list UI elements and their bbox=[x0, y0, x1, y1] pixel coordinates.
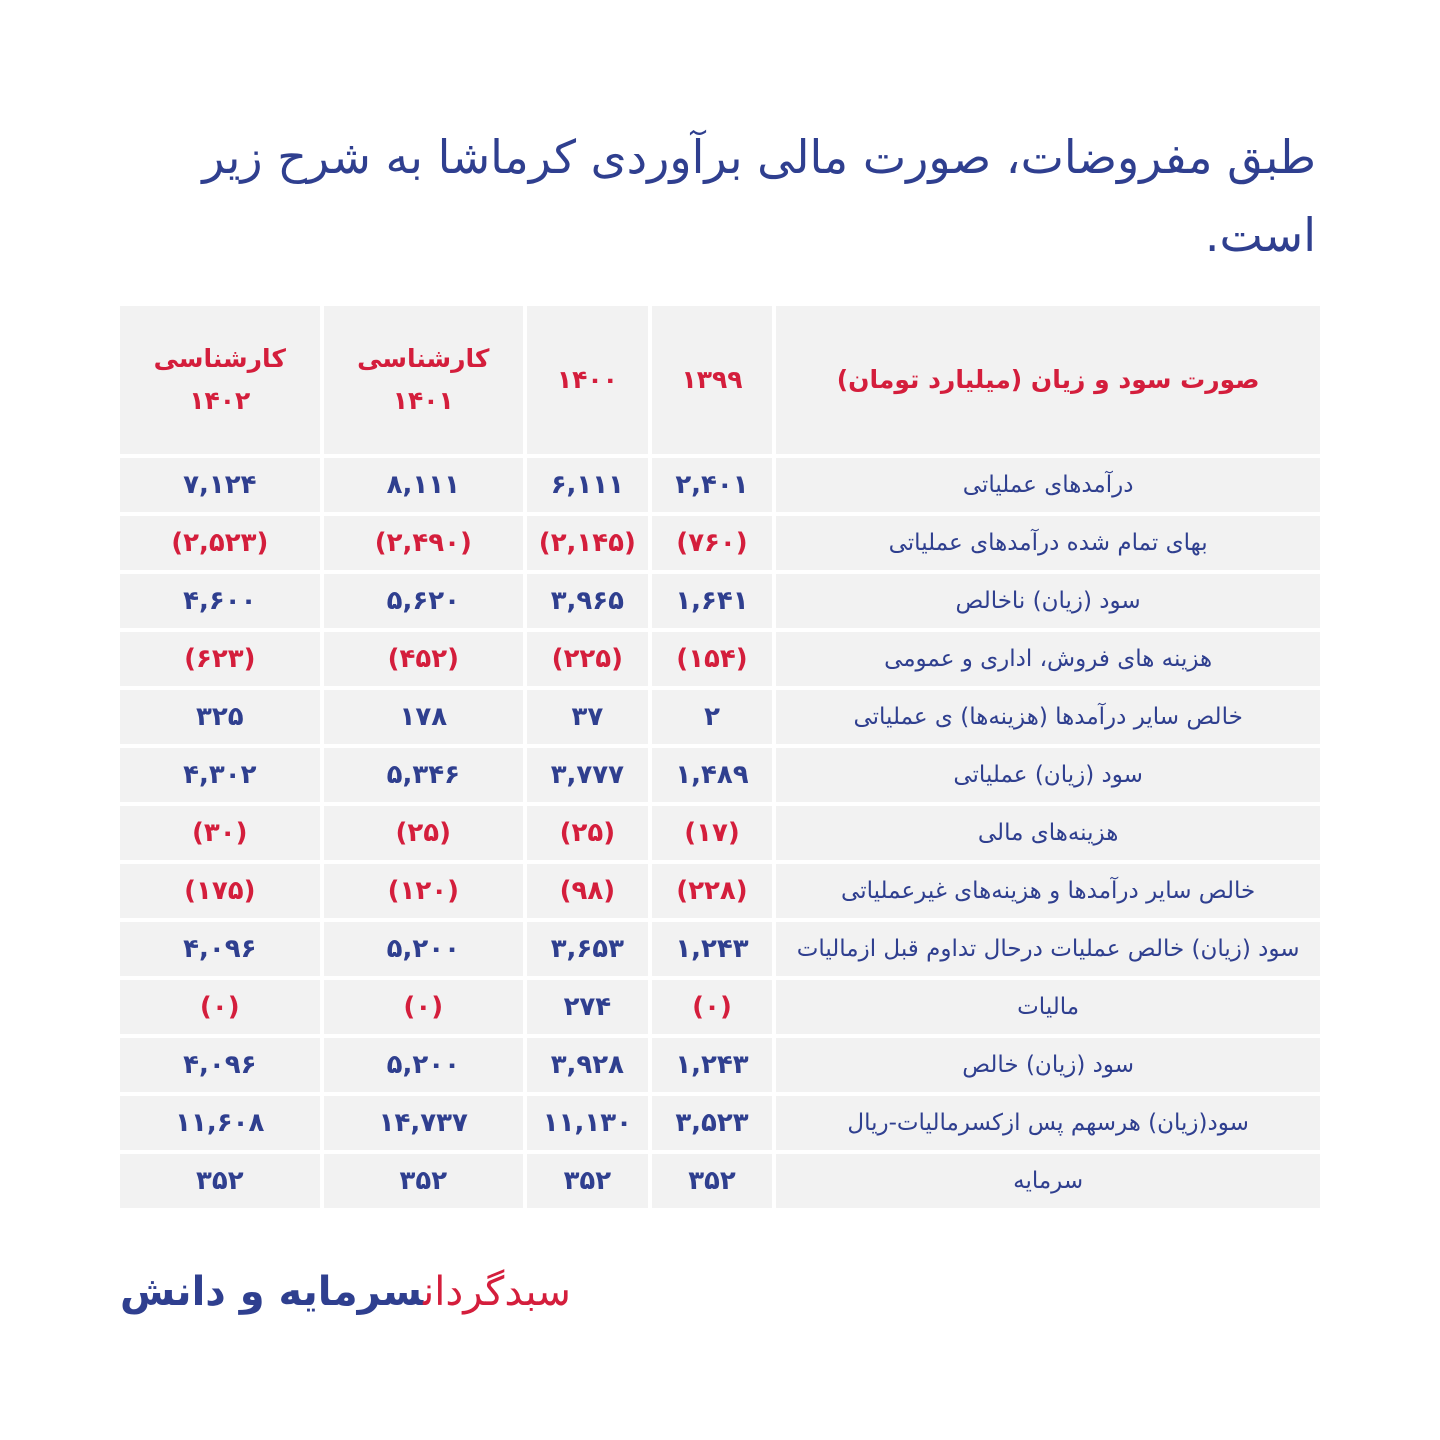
cell-1399: (۱۷) bbox=[652, 806, 773, 860]
cell-1402: ۴,۰۹۶ bbox=[120, 922, 320, 976]
table-row bbox=[120, 690, 1320, 744]
cell-1400: (۲۲۵) bbox=[527, 632, 648, 686]
cell-1400: (۲,۱۴۵) bbox=[527, 516, 648, 570]
cell-1401: (۴۵۲) bbox=[324, 632, 523, 686]
table-row bbox=[120, 806, 1320, 860]
cell-1402: ۳۵۲ bbox=[120, 1154, 320, 1208]
cell-1402: (۶۲۳) bbox=[120, 632, 320, 686]
row-label: بهای تمام شده درآمدهای عملیاتی bbox=[776, 516, 1320, 570]
header-1401-text: کارشناسی ۱۴۰۱ bbox=[357, 344, 490, 415]
cell-1402: ۴,۶۰۰ bbox=[120, 574, 320, 628]
cell-1399: ۳,۵۲۳ bbox=[652, 1096, 773, 1150]
table-row bbox=[120, 864, 1320, 918]
cell-1401: ۸,۱۱۱ bbox=[324, 458, 523, 512]
income-statement-table bbox=[120, 306, 1320, 1208]
table-row bbox=[120, 1038, 1320, 1092]
table-row bbox=[120, 1154, 1320, 1208]
table-row bbox=[120, 458, 1320, 512]
cell-1399: (۲۲۸) bbox=[652, 864, 773, 918]
cell-1402: (۳۰) bbox=[120, 806, 320, 860]
table-row bbox=[120, 980, 1320, 1034]
cell-1399: (۷۶۰) bbox=[652, 516, 773, 570]
cell-1400: ۳,۹۲۸ bbox=[527, 1038, 648, 1092]
row-label: سود (زیان) خالص bbox=[776, 1038, 1320, 1092]
cell-1401: ۵,۲۰۰ bbox=[324, 922, 523, 976]
cell-1399: ۱,۲۴۳ bbox=[652, 1038, 773, 1092]
cell-1399: (۱۵۴) bbox=[652, 632, 773, 686]
cell-1400: ۳,۷۷۷ bbox=[527, 748, 648, 802]
table-header-row bbox=[120, 306, 1320, 454]
cell-1401: (۲۵) bbox=[324, 806, 523, 860]
cell-1399: ۳۵۲ bbox=[652, 1154, 773, 1208]
cell-1401: ۱۴,۷۳۷ bbox=[324, 1096, 523, 1150]
header-1402 bbox=[120, 306, 320, 454]
cell-1402: ۴,۰۹۶ bbox=[120, 1038, 320, 1092]
header-1399: ۱۳۹۹ bbox=[652, 306, 773, 454]
cell-1401: ۱۷۸ bbox=[324, 690, 523, 744]
table-row bbox=[120, 1096, 1320, 1150]
cell-1400: ۲۷۴ bbox=[527, 980, 648, 1034]
brand-secondary: سبدگردان bbox=[423, 1269, 571, 1315]
cell-1401: (۰) bbox=[324, 980, 523, 1034]
header-1402-text: کارشناسی ۱۴۰۲ bbox=[153, 344, 286, 415]
table-row bbox=[120, 632, 1320, 686]
row-label: درآمدهای عملیاتی bbox=[776, 458, 1320, 512]
row-label: سود(زیان) هرسهم پس ازکسرمالیات-ریال bbox=[776, 1096, 1320, 1150]
row-label: سود (زیان) ناخالص bbox=[776, 574, 1320, 628]
cell-1402: ۷,۱۲۴ bbox=[120, 458, 320, 512]
row-label: هزینه های فروش، اداری و عمومی bbox=[776, 632, 1320, 686]
cell-1399: ۲ bbox=[652, 690, 773, 744]
cell-1400: (۲۵) bbox=[527, 806, 648, 860]
row-label: سرمایه bbox=[776, 1154, 1320, 1208]
cell-1401: ۵,۳۴۶ bbox=[324, 748, 523, 802]
header-label: صورت سود و زیان (میلیارد تومان) bbox=[776, 306, 1320, 454]
cell-1402: (۱۷۵) bbox=[120, 864, 320, 918]
row-label: هزینه‌های مالی bbox=[776, 806, 1320, 860]
footer-brand bbox=[120, 1262, 571, 1322]
page-headline: طبق مفروضات، صورت مالی برآوردی کرماشا به شرح زیر است. bbox=[202, 130, 1316, 262]
cell-1402: (۲,۵۲۳) bbox=[120, 516, 320, 570]
cell-1399: (۰) bbox=[652, 980, 773, 1034]
table-row bbox=[120, 748, 1320, 802]
row-label: خالص سایر درآمدها و هزینه‌های غیرعملیاتی bbox=[776, 864, 1320, 918]
row-label: خالص سایر درآمدها (هزینه‌ها) ی عملیاتی bbox=[776, 690, 1320, 744]
cell-1401: ۳۵۲ bbox=[324, 1154, 523, 1208]
header-1400: ۱۴۰۰ bbox=[527, 306, 648, 454]
cell-1402: (۰) bbox=[120, 980, 320, 1034]
row-label: مالیات bbox=[776, 980, 1320, 1034]
row-label: سود (زیان) خالص عملیات درحال تداوم قبل ازمالیات bbox=[776, 922, 1320, 976]
cell-1399: ۱,۶۴۱ bbox=[652, 574, 773, 628]
cell-1402: ۱۱,۶۰۸ bbox=[120, 1096, 320, 1150]
cell-1400: ۳۵۲ bbox=[527, 1154, 648, 1208]
cell-1400: ۳,۹۶۵ bbox=[527, 574, 648, 628]
cell-1400: ۳۷ bbox=[527, 690, 648, 744]
brand-primary: سرمایه و دانش bbox=[120, 1269, 424, 1315]
cell-1400: ۶,۱۱۱ bbox=[527, 458, 648, 512]
table-row bbox=[120, 516, 1320, 570]
cell-1401: (۱۲۰) bbox=[324, 864, 523, 918]
cell-1399: ۱,۴۸۹ bbox=[652, 748, 773, 802]
cell-1401: ۵,۲۰۰ bbox=[324, 1038, 523, 1092]
cell-1402: ۴,۳۰۲ bbox=[120, 748, 320, 802]
cell-1399: ۱,۲۴۳ bbox=[652, 922, 773, 976]
cell-1401: ۵,۶۲۰ bbox=[324, 574, 523, 628]
table-row bbox=[120, 574, 1320, 628]
cell-1400: (۹۸) bbox=[527, 864, 648, 918]
header-1401 bbox=[324, 306, 523, 454]
cell-1402: ۳۲۵ bbox=[120, 690, 320, 744]
cell-1400: ۱۱,۱۳۰ bbox=[527, 1096, 648, 1150]
cell-1400: ۳,۶۵۳ bbox=[527, 922, 648, 976]
row-label: سود (زیان) عملیاتی bbox=[776, 748, 1320, 802]
cell-1399: ۲,۴۰۱ bbox=[652, 458, 773, 512]
table-row bbox=[120, 922, 1320, 976]
cell-1401: (۲,۴۹۰) bbox=[324, 516, 523, 570]
